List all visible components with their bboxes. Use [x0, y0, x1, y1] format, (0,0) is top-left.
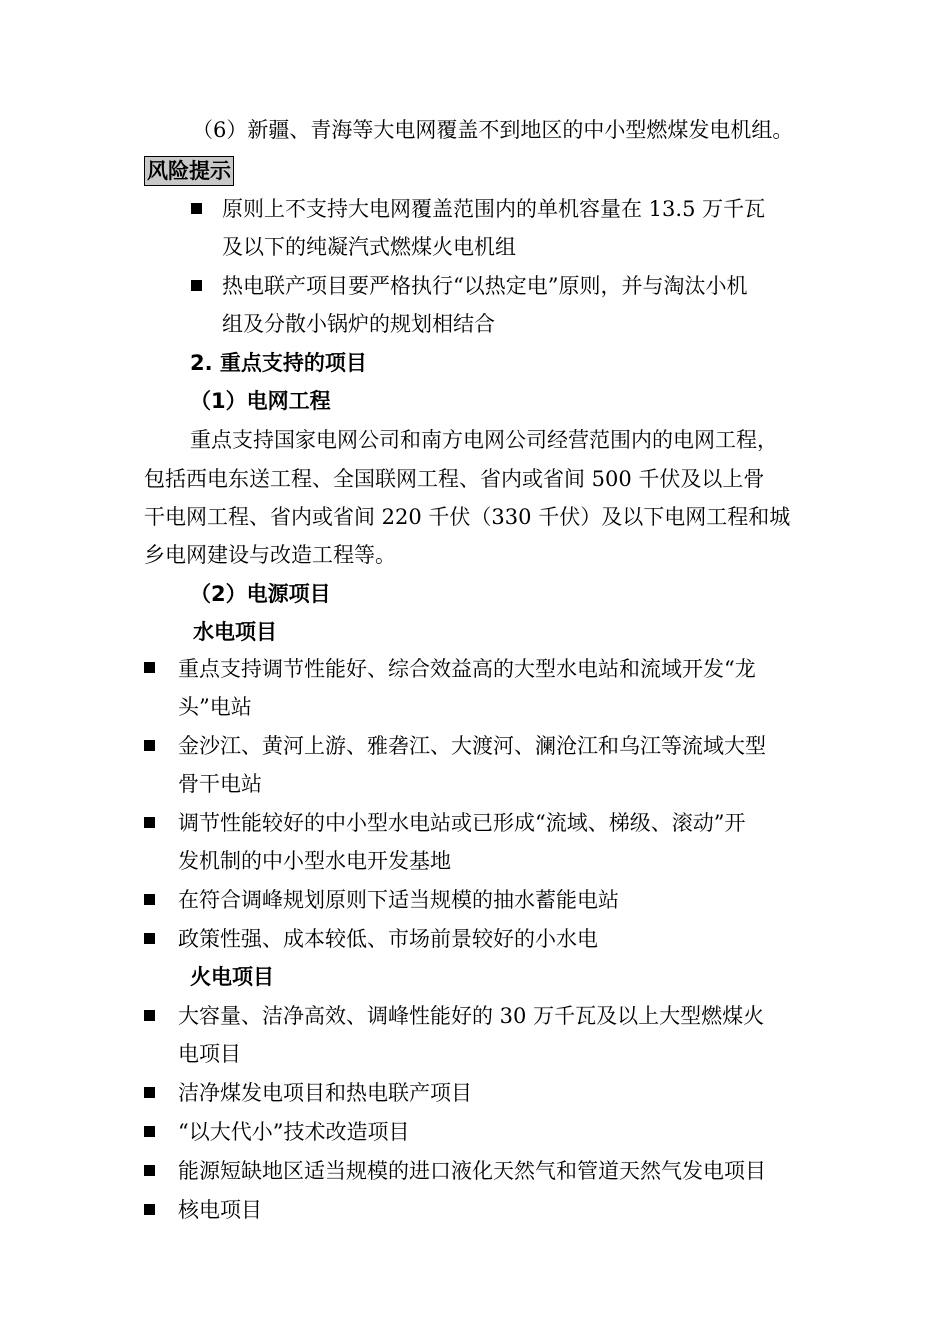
bullet-square-icon	[144, 1126, 155, 1137]
grid-paragraph-line-3: 干电网工程、省内或省间 220 千伏（330 千伏）及以下电网工程和城	[144, 505, 791, 529]
bullet-square-icon	[144, 1165, 155, 1176]
bullet-square-icon	[191, 280, 202, 291]
thermal-item-5: 核电项目	[178, 1198, 262, 1222]
thermal-item-1-line-2: 电项目	[178, 1042, 241, 1066]
hydro-item-1-line-1: 重点支持调节性能好、综合效益高的大型水电站和流域开发“龙	[178, 657, 756, 681]
thermal-item-2: 洁净煤发电项目和热电联产项目	[178, 1081, 472, 1105]
hydro-item-2-line-1: 金沙江、黄河上游、雅砻江、大渡河、澜沧江和乌江等流域大型	[178, 734, 766, 758]
thermal-item-1-line-1: 大容量、洁净高效、调峰性能好的 30 万千瓦及以上大型燃煤火	[178, 1004, 765, 1028]
thermal-item-3: “以大代小”技术改造项目	[178, 1120, 410, 1144]
grid-paragraph-line-2: 包括西电东送工程、全国联网工程、省内或省间 500 千伏及以上骨	[144, 467, 765, 491]
risk-item-1-line-2: 及以下的纯凝汽式燃煤火电机组	[222, 235, 516, 259]
bullet-square-icon	[144, 740, 155, 751]
grid-paragraph-line-1: 重点支持国家电网公司和南方电网公司经营范围内的电网工程，	[190, 428, 778, 452]
hydro-item-5: 政策性强、成本较低、市场前景较好的小水电	[178, 927, 598, 951]
bullet-square-icon	[144, 817, 155, 828]
bullet-square-icon	[144, 894, 155, 905]
bullet-square-icon	[144, 1010, 155, 1021]
section-heading: 2. 重点支持的项目	[190, 351, 367, 375]
risk-item-1-line-1: 原则上不支持大电网覆盖范围内的单机容量在 13.5 万千瓦	[222, 197, 766, 221]
hydro-item-3-line-1: 调节性能较好的中小型水电站或已形成“流域、梯级、滚动”开	[178, 811, 746, 835]
power-heading: （2）电源项目	[190, 582, 331, 606]
bullet-square-icon	[144, 1204, 155, 1215]
bullet-square-icon	[144, 933, 155, 944]
risk-tip-label: 风险提示	[144, 156, 234, 186]
intro-item: （6）新疆、青海等大电网覆盖不到地区的中小型燃煤发电机组。	[192, 118, 794, 142]
thermal-item-4: 能源短缺地区适当规模的进口液化天然气和管道天然气发电项目	[178, 1159, 766, 1183]
grid-paragraph-line-4: 乡电网建设与改造工程等。	[144, 543, 396, 567]
hydro-item-4: 在符合调峰规划原则下适当规模的抽水蓄能电站	[178, 888, 619, 912]
bullet-square-icon	[144, 662, 155, 673]
risk-item-2-line-2: 组及分散小锅炉的规划相结合	[222, 312, 495, 336]
hydro-heading: 水电项目	[193, 620, 277, 644]
bullet-square-icon	[191, 203, 202, 214]
bullet-square-icon	[144, 1087, 155, 1098]
grid-heading: （1）电网工程	[190, 389, 331, 413]
risk-item-2-line-1: 热电联产项目要严格执行“以热定电”原则，并与淘汰小机	[222, 274, 748, 298]
hydro-item-1-line-2: 头”电站	[178, 695, 252, 719]
hydro-item-2-line-2: 骨干电站	[178, 772, 262, 796]
thermal-heading: 火电项目	[190, 965, 274, 989]
hydro-item-3-line-2: 发机制的中小型水电开发基地	[178, 849, 451, 873]
